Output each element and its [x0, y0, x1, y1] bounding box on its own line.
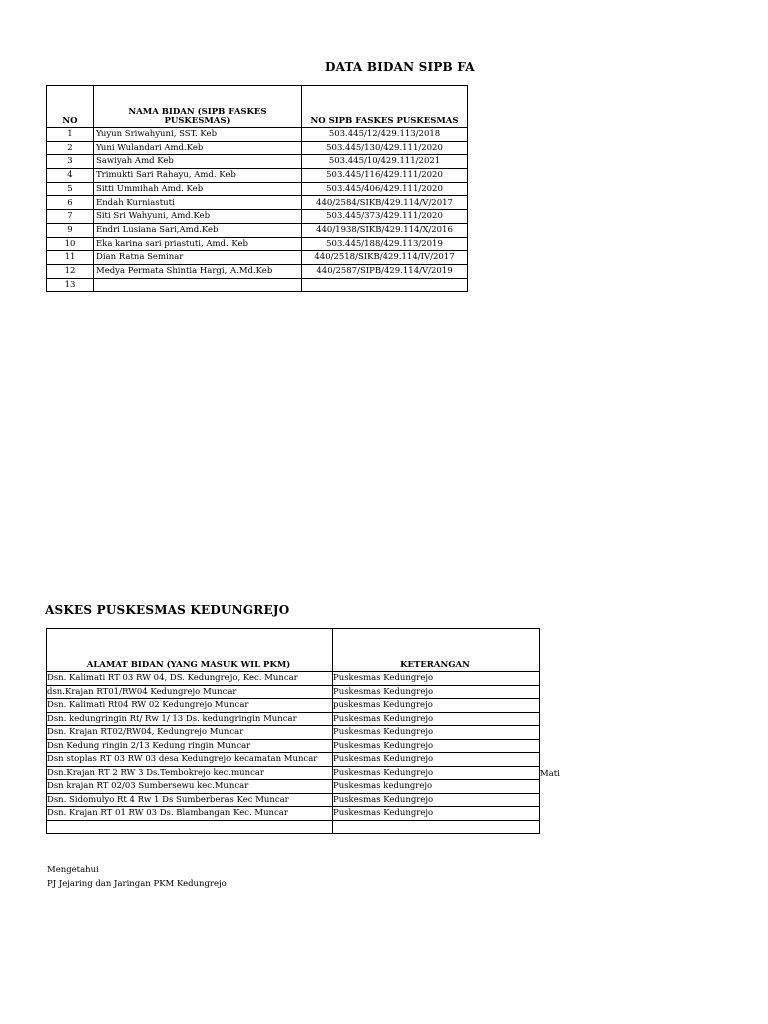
- table-row: [47, 169, 468, 183]
- table-row: [47, 210, 468, 224]
- cell-nama-bidan: Endah Kurniastuti: [94, 196, 302, 210]
- cell-keterangan: puskesmas Kedungrejo: [333, 699, 540, 713]
- cell-no-sipb: 503.445/373/429.111/2020: [302, 210, 468, 224]
- cell-alamat-bidan: Dsn. Kalimati Rt04 RW 02 Kedungrejo Muncar: [47, 699, 333, 713]
- cell-no-sipb: [302, 278, 468, 292]
- table-row: [47, 141, 468, 155]
- cell-keterangan: Puskesmas Kedungrejo: [333, 712, 540, 726]
- cell-no-sipb: 440/2518/SIKB/429.114/IV/2017: [302, 251, 468, 265]
- midwife-address-table: [46, 628, 540, 834]
- cell-alamat-bidan: Dsn. Krajan RT02/RW04, Kedungrejo Muncar: [47, 726, 333, 740]
- cell-keterangan: Puskesmas Kedungrejo: [333, 685, 540, 699]
- table-row: [47, 726, 540, 740]
- cell-no: 13: [47, 278, 94, 292]
- cell-nama-bidan: Siti Sri Wahyuni, Amd.Keb: [94, 210, 302, 224]
- cell-no: 7: [47, 210, 94, 224]
- cell-nama-bidan: Yuni Wulandari Amd.Keb: [94, 141, 302, 155]
- table-row: [47, 820, 540, 834]
- table-row: [47, 712, 540, 726]
- side-note: Mati: [540, 769, 560, 779]
- cell-no-sipb: 503.445/188/429.113/2019: [302, 237, 468, 251]
- cell-no-sipb: 503.445/406/429.111/2020: [302, 182, 468, 196]
- cell-no: 9: [47, 223, 94, 237]
- cell-nama-bidan: Sitti Ummihah Amd. Keb: [94, 182, 302, 196]
- cell-keterangan: Puskesmas Kedungrejo: [333, 753, 540, 767]
- cell-keterangan: Puskesmas Kedungrejo: [333, 739, 540, 753]
- cell-keterangan: Puskesmas Kedungrejo: [333, 807, 540, 821]
- footer-signatory-title: PJ Jejaring dan Jaringan PKM Kedungrejo: [47, 879, 227, 889]
- table-row: [47, 264, 468, 278]
- cell-no: 3: [47, 155, 94, 169]
- cell-no: 6: [47, 196, 94, 210]
- cell-no: 10: [47, 237, 94, 251]
- table-row: [47, 278, 468, 292]
- cell-nama-bidan: Dian Ratna Seminar: [94, 251, 302, 265]
- table-header-row: [47, 629, 540, 672]
- table-row: [47, 685, 540, 699]
- cell-no-sipb: 503.445/116/429.111/2020: [302, 169, 468, 183]
- cell-no-sipb: 503.445/10/429.111/2021: [302, 155, 468, 169]
- table-row: [47, 128, 468, 142]
- cell-alamat-bidan: Dsn. Sidomulyo Rt 4 Rw 1 Ds Sumberberas Kec Muncar: [47, 793, 333, 807]
- cell-alamat-bidan: Dsn stoplas RT 03 RW 03 desa Kedungrejo kecamatan Muncar: [47, 753, 333, 767]
- table-row: [47, 766, 540, 780]
- table-row: [47, 223, 468, 237]
- cell-alamat-bidan: dsn.Krajan RT01/RW04 Kedungrejo Muncar: [47, 685, 333, 699]
- cell-keterangan: Puskesmas Kedungrejo: [333, 726, 540, 740]
- cell-no: 2: [47, 141, 94, 155]
- table-row: [47, 672, 540, 686]
- column-header-no-sipb: NO SIPB FASKES PUSKESMAS: [302, 86, 468, 128]
- cell-keterangan: Puskesmas Kedungrejo: [333, 766, 540, 780]
- cell-alamat-bidan: Dsn. kedungringin Rt/ Rw 1/ 13 Ds. kedungringin Muncar: [47, 712, 333, 726]
- table-row: [47, 699, 540, 713]
- cell-alamat-bidan: Dsn. Kalimati RT 03 RW 04, DS. Kedungrejo, Kec. Muncar: [47, 672, 333, 686]
- table-row: [47, 196, 468, 210]
- cell-no: 4: [47, 169, 94, 183]
- footer-acknowledged-label: Mengetahui: [47, 865, 99, 875]
- cell-nama-bidan: Yuyun Sriwahyuni, SST. Keb: [94, 128, 302, 142]
- table-row: [47, 807, 540, 821]
- cell-no-sipb: 440/2587/SIPB/429.114/V/2019: [302, 264, 468, 278]
- table-row: [47, 237, 468, 251]
- table-header-row: [47, 86, 468, 128]
- column-header-keterangan: KETERANGAN: [333, 629, 540, 672]
- cell-nama-bidan: Endri Lusiana Sari,Amd.Keb: [94, 223, 302, 237]
- cell-keterangan: Puskesmas kedungrejo: [333, 780, 540, 794]
- cell-no: 1: [47, 128, 94, 142]
- midwife-sipb-table: [46, 85, 468, 292]
- cell-nama-bidan: [94, 278, 302, 292]
- cell-no: 12: [47, 264, 94, 278]
- cell-no: 5: [47, 182, 94, 196]
- table-row: [47, 182, 468, 196]
- document-title: DATA BIDAN SIPB FA: [325, 60, 475, 74]
- cell-alamat-bidan: Dsn Kedung ringin 2/13 Kedung ringin Muncar: [47, 739, 333, 753]
- cell-alamat-bidan: [47, 820, 333, 834]
- cell-alamat-bidan: Dsn.Krajan RT 2 RW 3 Ds.Tembokrejo kec.muncar: [47, 766, 333, 780]
- cell-nama-bidan: Sawiyah Amd Keb: [94, 155, 302, 169]
- cell-keterangan: [333, 820, 540, 834]
- cell-nama-bidan: Trimukti Sari Rahayu, Amd. Keb: [94, 169, 302, 183]
- table-row: [47, 251, 468, 265]
- cell-no: 11: [47, 251, 94, 265]
- cell-no-sipb: 440/2584/SIKB/429.114/V/2017: [302, 196, 468, 210]
- cell-no-sipb: 440/1938/SIKB/429.114/X/2016: [302, 223, 468, 237]
- cell-alamat-bidan: Dsn krajan RT 02/03 Sumbersewu kec.Muncar: [47, 780, 333, 794]
- section-title: ASKES PUSKESMAS KEDUNGREJO: [45, 603, 290, 617]
- cell-nama-bidan: Eka karina sari priastuti, Amd. Keb: [94, 237, 302, 251]
- cell-nama-bidan: Medya Permata Shintia Hargi, A.Md.Keb: [94, 264, 302, 278]
- table-row: [47, 155, 468, 169]
- cell-keterangan: Puskesmas Kedungrejo: [333, 793, 540, 807]
- column-header-nama-bidan: NAMA BIDAN (SIPB FASKES PUSKESMAS): [94, 86, 302, 128]
- cell-no-sipb: 503.445/130/429.111/2020: [302, 141, 468, 155]
- column-header-no: NO: [47, 86, 94, 128]
- table-row: [47, 739, 540, 753]
- column-header-alamat-bidan: ALAMAT BIDAN (YANG MASUK WIL PKM): [47, 629, 333, 672]
- table-row: [47, 753, 540, 767]
- table-row: [47, 780, 540, 794]
- cell-alamat-bidan: Dsn. Krajan RT 01 RW 03 Ds. Blambangan Kec. Muncar: [47, 807, 333, 821]
- cell-keterangan: Puskesmas Kedungrejo: [333, 672, 540, 686]
- table-row: [47, 793, 540, 807]
- cell-no-sipb: 503.445/12/429.113/2018: [302, 128, 468, 142]
